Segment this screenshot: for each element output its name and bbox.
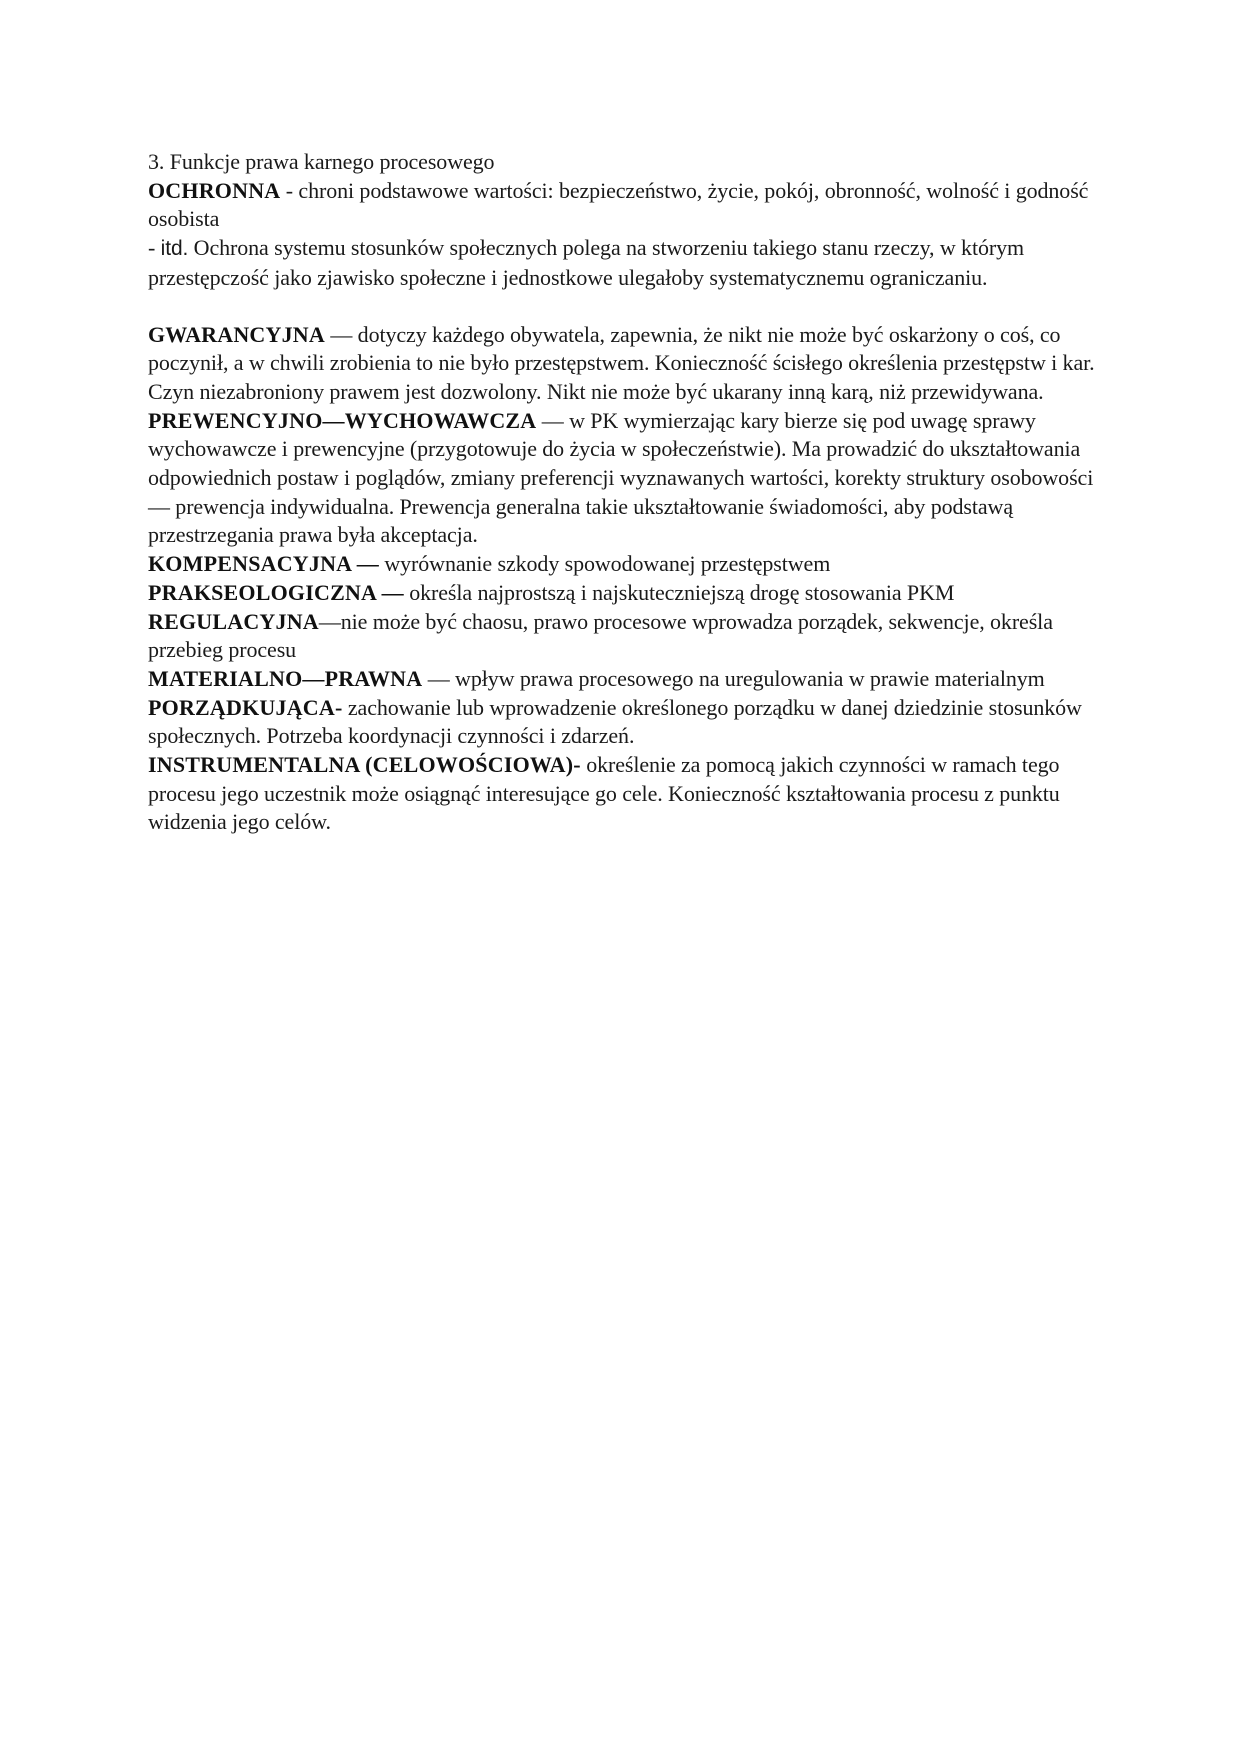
heading-text: 3. Funkcje prawa karnego procesowego bbox=[148, 149, 495, 174]
itd-prefix: - bbox=[148, 235, 161, 261]
paragraph-regulacyjna bbox=[148, 608, 1103, 665]
text-materialno-prawna: — wpływ prawa procesowego na uregulowania w prawie materialnym bbox=[422, 665, 1045, 691]
paragraph-prewencyjno-wychowawcza bbox=[148, 407, 1103, 551]
paragraph-instrumentalna bbox=[148, 751, 1103, 837]
document-body bbox=[148, 148, 1103, 837]
term-prewencyjno-wychowawcza: PREWENCYJNO—WYCHOWAWCZA bbox=[148, 407, 537, 433]
text-instrumentalna: określenie za pomocą jakich czynności w ramach tego procesu jego uczestnik może osiągnąć interesujące go cele. Konieczność kształtowania procesu z punktu widzenia jego celów. bbox=[148, 752, 1060, 835]
paragraph-ochronna bbox=[148, 177, 1103, 234]
paragraph-porzadkujaca bbox=[148, 694, 1103, 751]
term-ochronna: OCHRONNA bbox=[148, 177, 281, 203]
term-materialno-prawna: MATERIALNO—PRAWNA bbox=[148, 665, 423, 691]
itd-abbreviation: itd. bbox=[160, 237, 189, 261]
term-prakseologiczna: PRAKSEOLOGICZNA — bbox=[148, 579, 404, 605]
text-prewencyjno-wychowawcza: — w PK wymierzając kary bierze się pod uwagę sprawy wychowawcze i prewencyjne (przygotowuje do życia w społeczeństwie). Ma prowadzić do ukształtowania odpowiednich postaw i poglądów, zmiany preferencji wyznawanych wartości, korekty struktury osobowości — prewencja indywidualna. Prewencja generalna takie ukształtowanie świadomości, aby podstawą przestrzegania prawa była akceptacja. bbox=[148, 407, 1094, 548]
text-porzadkujaca: zachowanie lub wprowadzenie określonego porządku w danej dziedzinie stosunków społecznych. Potrzeba koordynacji czynności i zdarzeń. bbox=[148, 694, 1082, 749]
paragraph-materialno-prawna bbox=[148, 665, 1103, 694]
text-regulacyjna: —nie może być chaosu, prawo procesowe wprowadza porządek, sekwencje, określa przebieg procesu bbox=[148, 608, 1053, 663]
term-instrumentalna: INSTRUMENTALNA (CELOWOŚCIOWA)- bbox=[148, 752, 581, 778]
paragraph-spacer bbox=[148, 293, 1103, 321]
text-prakseologiczna: określa najprostszą i najskuteczniejszą drogę stosowania PKM bbox=[403, 579, 955, 605]
term-gwarancyjna: GWARANCYJNA bbox=[148, 321, 325, 347]
document-heading bbox=[148, 148, 1103, 177]
term-kompensacyjna: KOMPENSACYJNA — bbox=[148, 551, 379, 577]
term-porzadkujaca: PORZĄDKUJĄCA- bbox=[148, 694, 343, 720]
paragraph-kompensacyjna bbox=[148, 550, 1103, 579]
text-gwarancyjna: — dotyczy każdego obywatela, zapewnia, że nikt nie może być oskarżony o coś, co poczynił, a w chwili zrobienia to nie było przestępstwem. Konieczność ścisłego określenia przestępstw i kar. Czyn niezabroniony prawem jest dozwolony. Nikt nie może być ukarany inną karą, niż przewidywana. bbox=[148, 321, 1095, 404]
paragraph-gwarancyjna bbox=[148, 321, 1103, 407]
text-ochronna: - chroni podstawowe wartości: bezpieczeństwo, życie, pokój, obronność, wolność i godność osobista bbox=[148, 177, 1089, 232]
paragraph-prakseologiczna bbox=[148, 579, 1103, 608]
term-regulacyjna: REGULACYJNA bbox=[148, 608, 319, 634]
paragraph-itd bbox=[148, 234, 1103, 292]
text-itd: Ochrona systemu stosunków społecznych polega na stworzeniu takiego stanu rzeczy, w którym przestępczość jako zjawisko społeczne i jednostkowe ulegałoby systematycznemu ograniczaniu. bbox=[148, 235, 1024, 290]
text-kompensacyjna: wyrównanie szkody spowodowanej przestępstwem bbox=[378, 551, 831, 577]
